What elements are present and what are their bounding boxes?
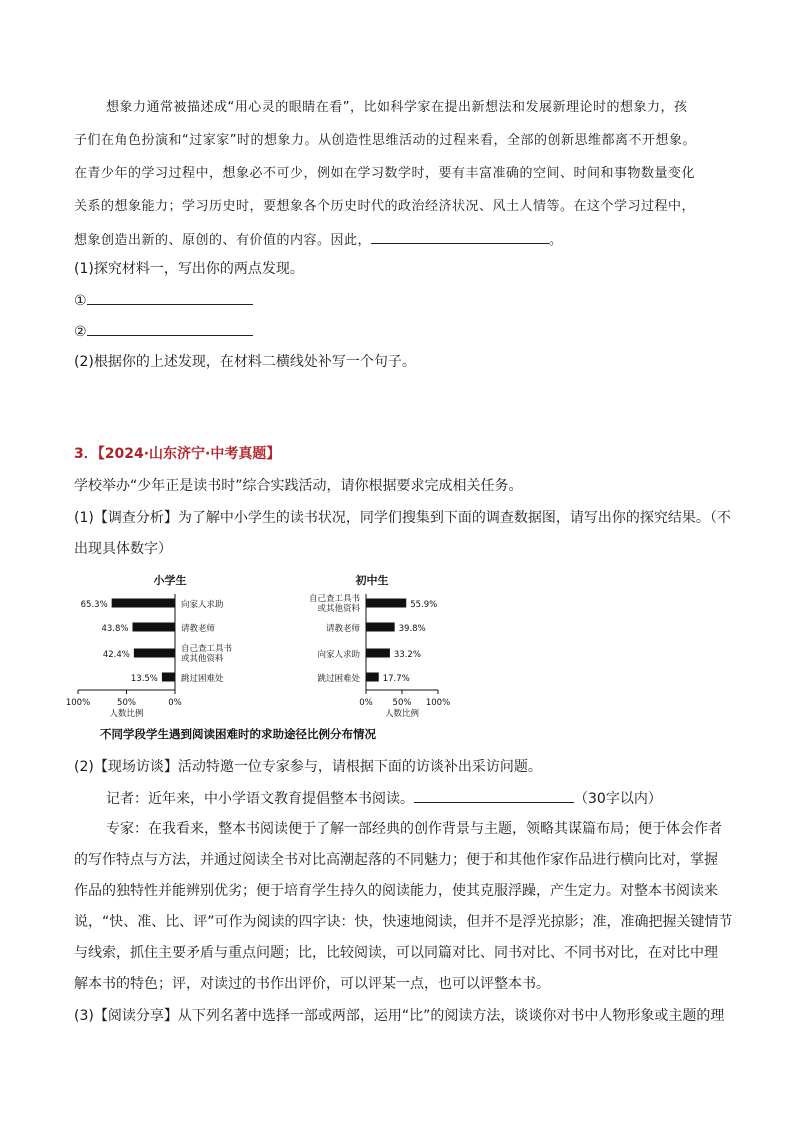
expert-line: 与线索，抓住主要矛盾与重点问题；比，比较阅读，可以同篇对比、同书对比、不同书对比，在对比中理 [74, 945, 718, 961]
data-label: 13.5% [130, 674, 158, 684]
expert-line: 作品的独特性并能辨别优劣；便于培育学生持久的阅读能力，使其克服浮躁，产生定力。对整本书阅读来 [74, 883, 718, 899]
category-label: 跳过困难处 [317, 674, 360, 684]
material-line: 关系的想象能力；学习历史时，要想象各个历史时代的政治经济状况、风土人情等。在这个学习过程中， [74, 199, 696, 214]
category-label: 自己查工具书 [308, 594, 360, 604]
data-label: 43.8% [101, 624, 129, 634]
data-label: 17.7% [382, 674, 410, 684]
reporter-line [106, 788, 662, 809]
bar [366, 623, 395, 632]
answer-row-2 [74, 321, 253, 342]
survey-chart [65, 568, 451, 748]
bar [133, 623, 175, 632]
category-label: 请教老师 [181, 624, 216, 634]
bar [366, 649, 390, 658]
expert-line: 的写作特点与方法，并通过阅读全书对比高潮起落的不同魅力；便于和其他作家作品进行横向比对，掌握 [74, 852, 718, 868]
question-sub1: (1)探究材料一，写出你的两点发现。 [74, 261, 304, 277]
question-blank[interactable] [414, 788, 574, 803]
answer-blank-1[interactable] [87, 290, 253, 305]
bar [112, 599, 175, 608]
chart-svg [65, 568, 451, 748]
task3: (3)【阅读分享】从下列名著中选择一部或两部，运用“比”的阅读方法，谈谈你对书中人物形象或主题的理 [74, 1008, 725, 1024]
task2: (2)【现场访谈】活动特邀一位专家参与，请根据下面的访谈补出采访问题。 [74, 759, 542, 775]
material-line: 想象力通常被描述成“用心灵的眼睛在看”，比如科学家在提出新想法和发展新理论时的想象力，孩 [106, 100, 688, 115]
x-axis-label: 人数比例 [384, 709, 420, 719]
bar [134, 649, 175, 658]
x-axis-label: 人数比例 [109, 709, 144, 719]
data-label: 33.2% [393, 650, 421, 660]
answer-blank-2[interactable] [87, 321, 253, 336]
tick-label: 100% [425, 698, 451, 708]
category-label: 或其他资料 [181, 654, 224, 664]
chart-title: 小学生 [153, 574, 187, 587]
question-sub2: (2)根据你的上述发现，在材料二横线处补写一个句子。 [74, 354, 416, 370]
expert-line: 解本书的特色；评，对读过的书作出评价，可以评某一点，也可以评整本书。 [74, 976, 550, 992]
data-label: 55.9% [410, 600, 438, 610]
task1-line2: 出现具体数字） [74, 541, 172, 557]
category-label: 请教老师 [325, 624, 360, 634]
expert-line: 说，“快、准、比、评”可作为阅读的四字诀：快，快速地阅读，但并不是浮光掠影；准，准确把握关键情节 [74, 914, 733, 930]
tick-label: 0% [168, 698, 182, 708]
tick-label: 100% [65, 698, 91, 708]
chart-title: 初中生 [355, 574, 389, 587]
chart-caption: 不同学段学生遇到阅读困难时的求助途径比例分布情况 [100, 727, 376, 741]
task1-line1: (1)【调查分析】为了解中小学生的读书状况，同学们搜集到下面的调查数据图，请写出你的探究结果。（不 [74, 510, 731, 526]
question-intro: 学校举办“少年正是读书时”综合实践活动，请你根据要求完成相关任务。 [74, 478, 523, 494]
question-3-heading [74, 444, 280, 464]
data-label: 42.4% [102, 650, 130, 660]
material-line-last [74, 229, 563, 251]
tick-label: 0% [359, 698, 373, 708]
material-text: 想象创造出新的、原创的、有价值的内容。因此， [74, 233, 372, 248]
expert-line: 专家：在我看来，整本书阅读便于了解一部经典的创作背景与主题，领略其谋篇布局；便于体会作者 [106, 821, 722, 837]
material-end: 。 [549, 233, 563, 248]
category-label: 跳过困难处 [181, 674, 224, 684]
answer-row-1 [74, 290, 253, 311]
category-label: 向家人求助 [181, 600, 224, 610]
material-line: 在青少年的学习过程中，想象必不可少，例如在学习数学时，要有丰富准确的空间、时间和事物数量变化 [74, 166, 696, 181]
reporter-note: （30字以内） [574, 791, 662, 807]
bar [366, 599, 406, 608]
question-number: 3． [74, 446, 98, 462]
circled-number-1: ① [74, 293, 87, 309]
category-label: 或其他资料 [317, 604, 360, 614]
source-tag: 【2024·山东济宁·中考真题】 [97, 446, 281, 462]
reporter-text: 记者：近年来，中小学语文教育提倡整本书阅读。 [106, 791, 414, 807]
circled-number-2: ② [74, 324, 87, 340]
tick-label: 50% [117, 698, 136, 708]
tick-label: 50% [392, 698, 412, 708]
answer-blank[interactable] [371, 229, 549, 244]
data-label: 65.3% [80, 600, 108, 610]
bar [366, 673, 379, 682]
category-label: 自己查工具书 [181, 644, 233, 654]
bar [162, 673, 175, 682]
material-line: 子们在角色扮演和“过家家”时的想象力。从创造性思维活动的过程来看，全部的创新思维都离不开想象。 [74, 133, 696, 148]
data-label: 39.8% [398, 624, 426, 634]
category-label: 向家人求助 [317, 650, 360, 660]
